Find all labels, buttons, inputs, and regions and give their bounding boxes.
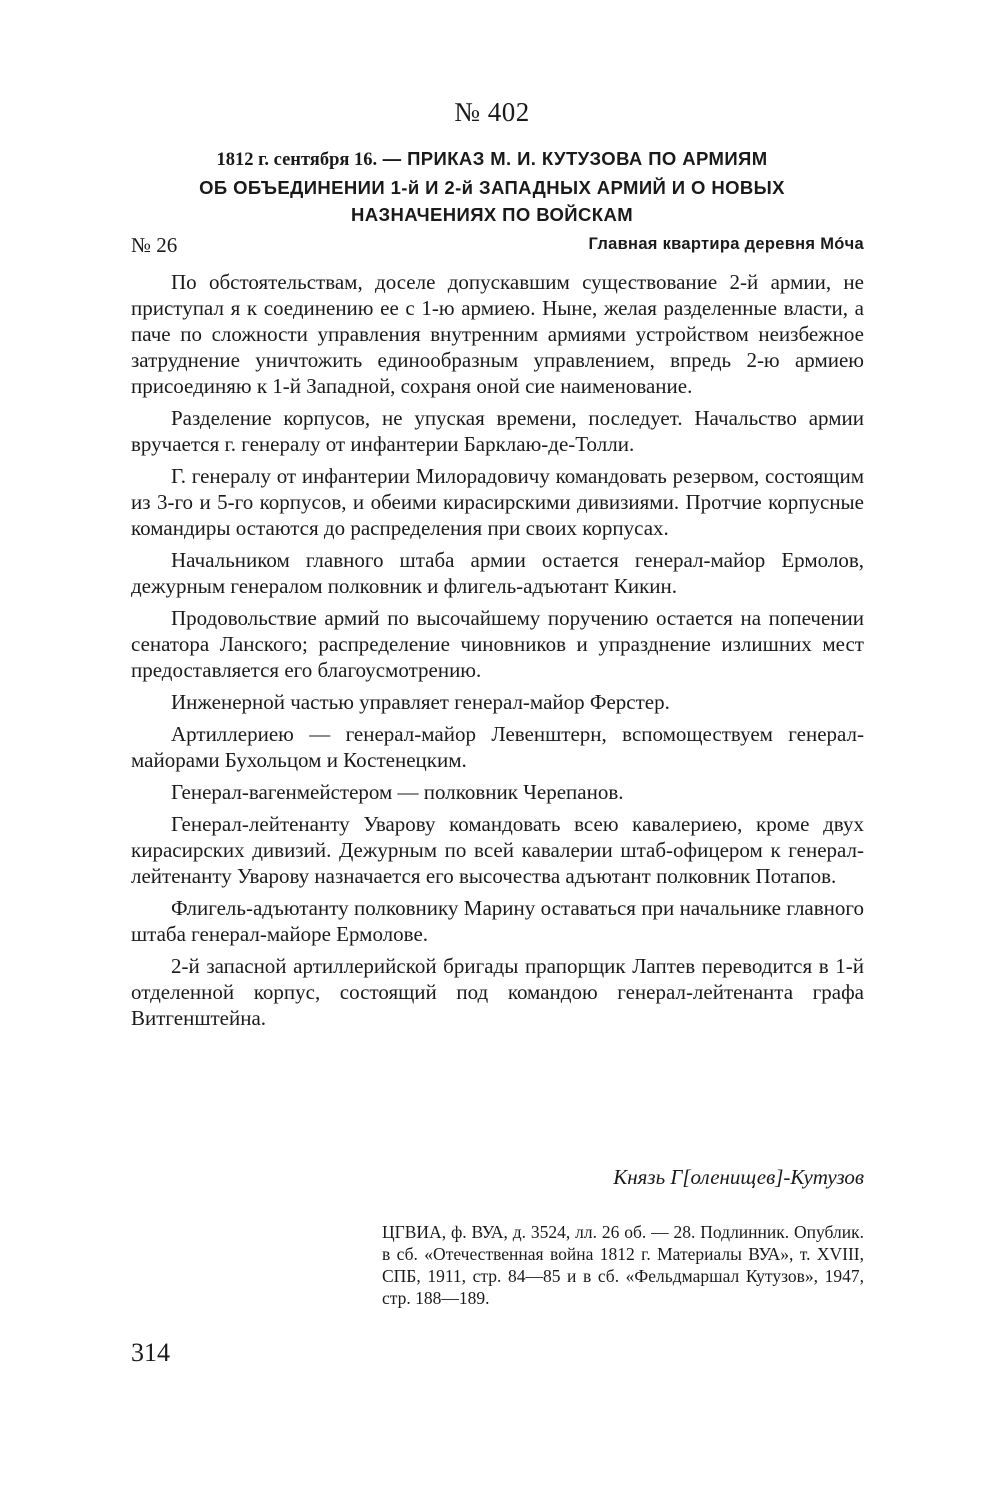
paragraph-3: Г. генералу от инфантерии Милорадовичу командовать резервом, состоящим из 3-го и 5-го корпусов, и обеими кирасирскими дивизиями. Протчие корпусные командиры остаются до распределения при своих корпусах. — [131, 464, 864, 540]
heading-date: 1812 г. сентября 16. — [216, 150, 378, 170]
paragraph-11: 2-й запасной артиллерийской бригады прапорщик Лаптев переводится в 1-й отделенной корпус, состоящий под командою генерал-лейтенанта графа Витгенштейна. — [131, 954, 864, 1030]
document-number: № 402 — [454, 97, 530, 127]
page-number: 314 — [131, 1338, 170, 1367]
order-number: № 26 — [131, 233, 178, 257]
heading-line-1 — [120, 145, 864, 174]
heading-title-part-1: — ПРИКАЗ М. И. КУТУЗОВА ПО АРМИЯМ — [377, 148, 768, 169]
paragraph-10: Флигель-адъютанту полковнику Марину оставаться при начальнике главного штаба генерал-майоре Ермолове. — [131, 896, 864, 946]
archive-citation: ЦГВИА, ф. ВУА, д. 3524, лл. 26 об. — 28. Подлинник. Опублик. в сб. «Отечественная война 1812 г. Материалы ВУА», т. XVIII, СПБ, 1911, стр. 84—85 и в сб. «Фельдмаршал Кутузов», 1947, стр. 188—189. — [382, 1222, 864, 1308]
heading-line-3: НАЗНАЧЕНИЯХ ПО ВОЙСКАМ — [350, 204, 634, 225]
paragraph-2: Разделение корпусов, не упуская времени, последует. Начальство армии вручается г. генералу от инфантерии Барклаю-де-Толли. — [131, 406, 864, 456]
signature: Князь Г[оленищев]-Кутузов — [613, 1165, 864, 1189]
order-meta-row — [131, 233, 864, 263]
paragraph-7: Артиллериею — генерал-майор Левенштерн, вспомоществуем генерал-майорами Бухольцом и Костенецким. — [131, 722, 864, 772]
heading-line-2: ОБ ОБЪЕДИНЕНИИ 1-й И 2-й ЗАПАДНЫХ АРМИЙ И О НОВЫХ — [199, 177, 785, 198]
paragraph-1: По обстоятельствам, доселе допускавшим существование 2-й армии, не приступал я к соединению ее с 1-ю армиею. Ныне, желая разделенные власти, а паче по сложности управления внутренним армиями устройством неизбежное затруднение уничтожить единообразным управлением, впредь 2-ю армиею присоединяю к 1-й Западной, сохраня оной сие наименование. — [131, 270, 864, 398]
paragraph-9: Генерал-лейтенанту Уварову командовать всею кавалериею, кроме двух кирасирских дивизий. Дежурным по всей кавалерии штаб-офицером к генерал-лейтенанту Уварову назначается его высочества адъютант полковник Потапов. — [131, 812, 864, 888]
paragraph-4: Начальником главного штаба армии остается генерал-майор Ермолов, дежурным генералом полковник и флигель-адъютант Кикин. — [131, 548, 864, 598]
order-body — [131, 269, 864, 1037]
document-heading — [120, 145, 864, 228]
order-place: Главная квартира деревня Мóча — [588, 235, 864, 253]
paragraph-5: Продовольствие армий по высочайшему поручению остается на попечении сенатора Ланского; распределение чиновников и упразднение излишних мест предоставляется его благоусмотрению. — [131, 606, 864, 682]
paragraph-6: Инженерной частью управляет генерал-майор Ферстер. — [171, 690, 670, 714]
paragraph-8: Генерал-вагенмейстером — полковник Черепанов. — [171, 780, 624, 804]
